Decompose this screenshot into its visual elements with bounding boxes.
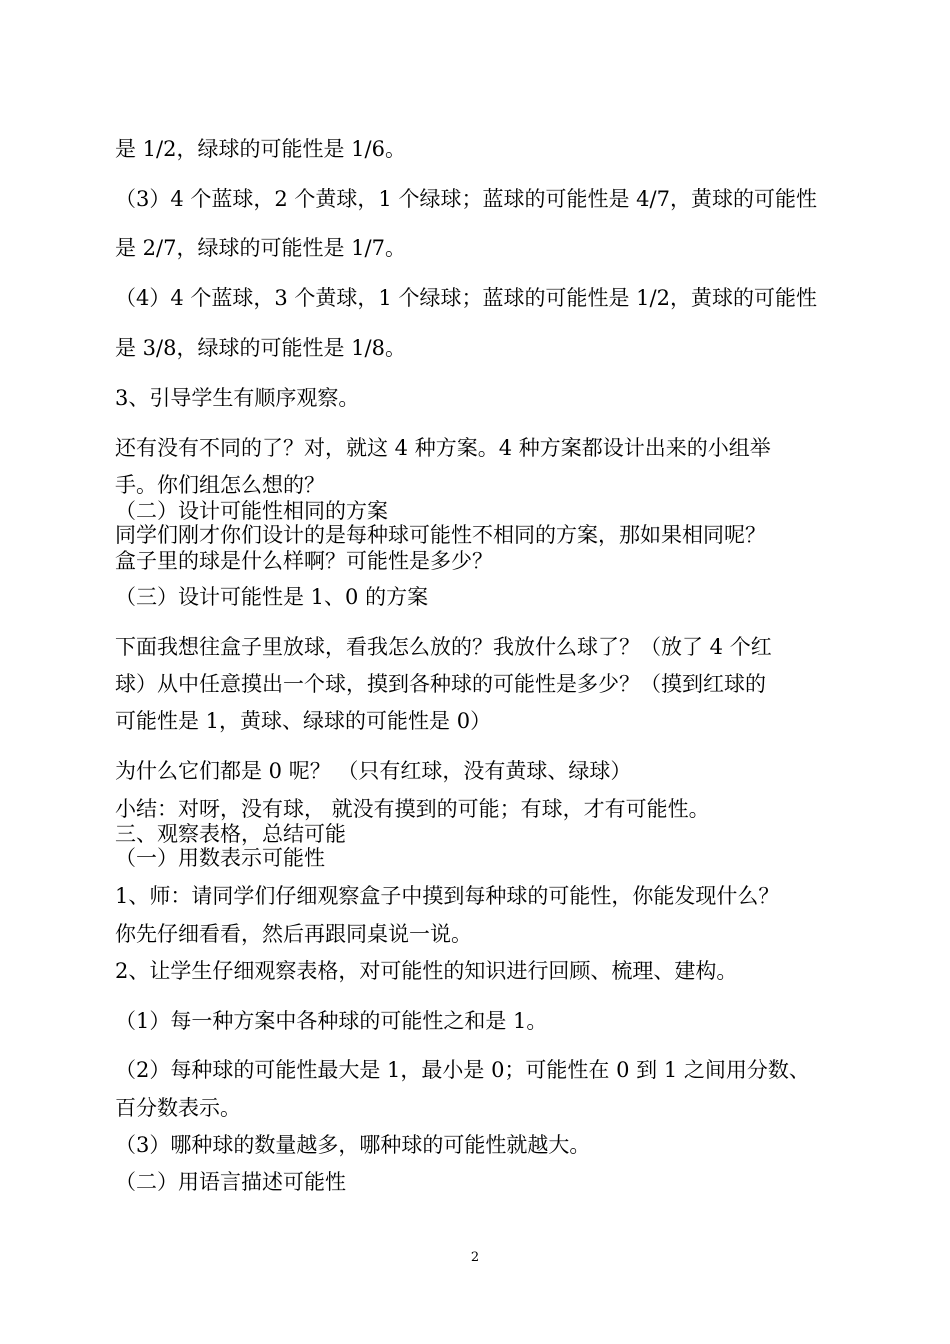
text-line-9: （二）设计可能性相同的方案 <box>115 499 388 523</box>
text-line-24: （2）每种球的可能性最大是 1，最小是 0；可能性在 0 到 1 之间用分数、 <box>115 1058 810 1082</box>
text-line-15: 可能性是 1，黄球、绿球的可能性是 0） <box>115 709 492 733</box>
text-line-7: 还有没有不同的了？对，就这 4 种方案。4 种方案都设计出来的小组举 <box>115 436 771 460</box>
text-line-23: （1）每一种方案中各种球的可能性之和是 1。 <box>115 1009 548 1033</box>
text-line-12: （三）设计可能性是 1、0 的方案 <box>115 585 429 609</box>
text-line-22: 2、让学生仔细观察表格，对可能性的知识进行回顾、梳理、建构。 <box>115 959 738 983</box>
text-line-16: 为什么它们都是 0 呢？ （只有红球，没有黄球、绿球） <box>115 759 632 783</box>
text-line-6: 3、引导学生有顺序观察。 <box>115 386 360 410</box>
text-line-27: （二）用语言描述可能性 <box>115 1170 346 1194</box>
text-line-26: （3）哪种球的数量越多，哪种球的可能性就越大。 <box>115 1133 591 1157</box>
text-line-11: 盒子里的球是什么样啊？可能性是多少？ <box>115 549 493 573</box>
text-line-8: 手。你们组怎么想的？ <box>115 473 325 497</box>
text-line-10: 同学们刚才你们设计的是每种球可能性不相同的方案，那如果相同呢？ <box>115 523 766 547</box>
text-line-18: 三、观察表格，总结可能 <box>115 822 346 846</box>
page-number: 2 <box>470 1250 480 1265</box>
text-line-5: 是 3/8，绿球的可能性是 1/8。 <box>115 336 406 360</box>
text-line-25: 百分数表示。 <box>115 1096 241 1120</box>
text-line-4: （4）4 个蓝球，3 个黄球，1 个绿球；蓝球的可能性是 1/2，黄球的可能性 <box>115 286 817 310</box>
text-line-13: 下面我想往盒子里放球，看我怎么放的？我放什么球了？（放了 4 个红 <box>115 635 772 659</box>
text-line-14: 球）从中任意摸出一个球，摸到各种球的可能性是多少？（摸到红球的 <box>115 672 766 696</box>
text-line-17: 小结：对呀，没有球， 就没有摸到的可能；有球，才有可能性。 <box>115 797 710 821</box>
text-line-21: 你先仔细看看，然后再跟同桌说一说。 <box>115 922 472 946</box>
text-line-20: 1、师：请同学们仔细观察盒子中摸到每种球的可能性，你能发现什么？ <box>115 884 780 908</box>
text-line-3: 是 2/7，绿球的可能性是 1/7。 <box>115 236 406 260</box>
text-line-19: （一）用数表示可能性 <box>115 846 325 870</box>
text-line-2: （3）4 个蓝球，2 个黄球，1 个绿球；蓝球的可能性是 4/7，黄球的可能性 <box>115 187 817 211</box>
text-line-1: 是 1/2，绿球的可能性是 1/6。 <box>115 137 406 161</box>
